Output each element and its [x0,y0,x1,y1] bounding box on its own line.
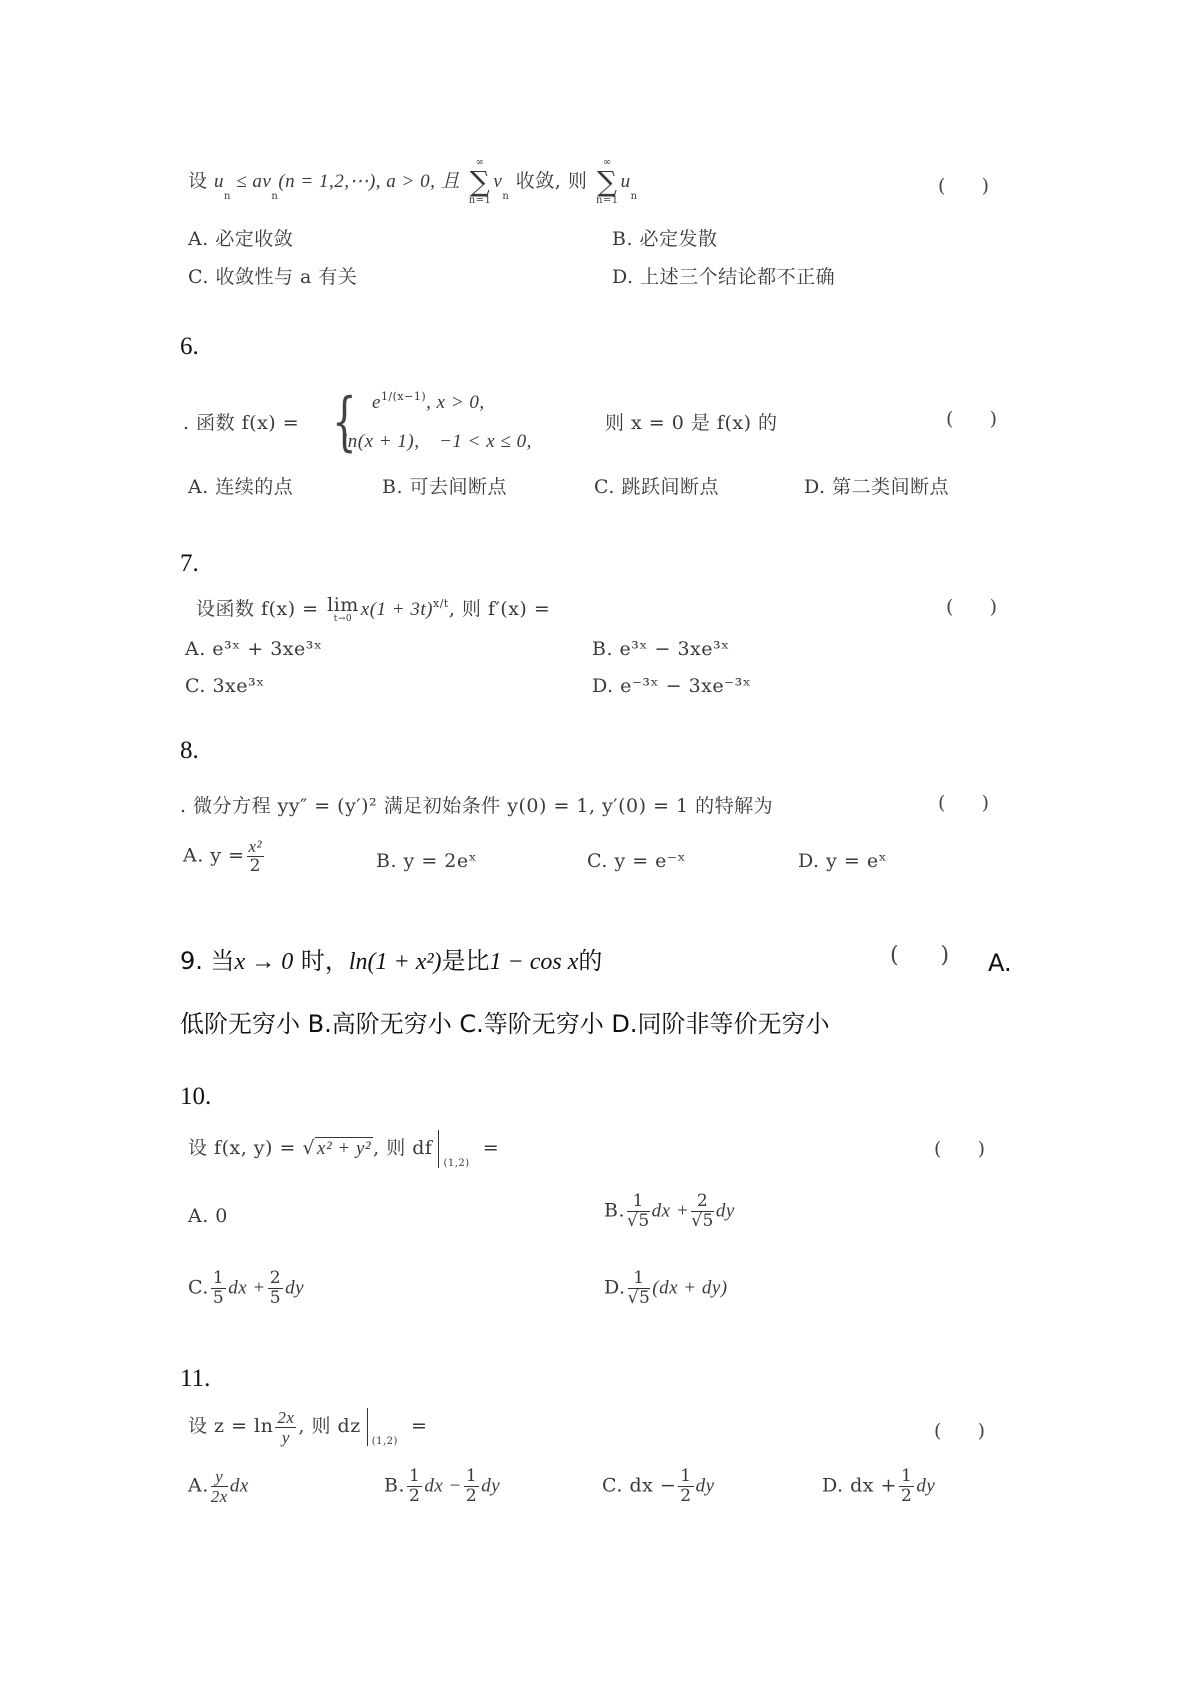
q9-trail: A. [988,949,1012,977]
q6-stem-tail: 则 x = 0 是 f(x) 的 [605,412,778,434]
q5-answer-paren: ( ) [938,175,990,197]
q11-number: 11. [180,1365,211,1392]
q8-option-c: C. y = e⁻ˣ [587,850,686,872]
q11-option-d: D. dx + $\frac{1}{2}$ dy [822,1466,936,1506]
q5-option-d: D. 上述三个结论都不正确 [612,266,836,288]
q11-stem: 设 z = ln $\frac{2x}{y}$ , 则 $dz_{(1,2)}$ = [188,1407,428,1447]
q8-option-b: B. y = 2eˣ [376,850,478,872]
q6-number: 6. [180,333,199,360]
q10-option-c: C. $\frac{1}{5}$ dx + $\frac{2}{5}$ dy [188,1268,305,1308]
q6-option-b: B. 可去间断点 [382,476,508,498]
q6-option-c: C. 跳跃间断点 [594,476,719,498]
q10-number: 10. [180,1083,212,1110]
q6-stem-label: . 函数 f(x) = [183,412,300,434]
q10-option-a: A. 0 [188,1205,228,1227]
q9-line1: 9. 当x → 0 时，ln(1 + x²)是比1 − cos x的 [180,947,603,975]
q7-option-d: D. e⁻³ˣ − 3xe⁻³ˣ [592,675,752,697]
q6-option-a: A. 连续的点 [188,476,294,498]
q7-answer-paren: ( ) [946,596,998,618]
q6-piecewise-brace: { [332,385,357,459]
q8-answer-paren: ( ) [938,792,990,814]
q5-option-c: C. 收敛性与 a 有关 [188,266,358,288]
q7-stem: 设函数 f(x) = lim t→0 $x(1 + 3t)^{x/t}$, 则 f′(x) = [196,594,551,624]
q5-sum-u: ∞ ∑ n=1 [595,157,619,206]
q5-vn-sub: n [271,191,279,202]
q6-case2: ln(x + 1), −1 < x ≤ 0, [342,431,532,452]
q10-option-d: D. $\frac{1}{√5}$ (dx + dy) [604,1268,728,1308]
q8-stem: . 微分方程 yy″ = (y′)² 满足初始条件 y(0) = 1, y′(0) = 1 的特解为 [180,795,774,817]
q6-case1: $e^{1/(x-1)}$, x > 0, [372,390,485,413]
q5-sum-v: ∞ ∑ n=1 [468,157,492,206]
q5-stem: 设 $u_n \le av_n(n$ = 1,2,⋯), a > 0, 且 ∞ ∑ n=1 $v_n$ 收敛, 则 ∞ ∑ n=1 $u_n$ [188,157,638,206]
q10-answer-paren: ( ) [934,1138,986,1160]
q11-option-a: A. $\frac{y}{2x}$ dx [188,1467,249,1506]
q8-option-a: A. y = $\frac{\text{x²}}{2}$ [183,837,263,876]
q5-option-a: A. 必定收敛 [188,228,294,250]
q10-option-b: B. $\frac{1}{√5}$ dx + $\frac{2}{√5}$ dy [604,1191,735,1231]
q9-answer-paren: ( ) [890,943,950,968]
q11-option-c: C. dx − $\frac{1}{2}$ dy [602,1466,715,1506]
q7-number: 7. [180,550,199,577]
q11-answer-paren: ( ) [934,1420,986,1442]
q7-option-a: A. e³ˣ + 3xe³ˣ [185,638,323,660]
q5-option-b: B. 必定发散 [612,228,718,250]
q8-number: 8. [180,737,199,764]
q11-option-b: B. $\frac{1}{2}$ dx − $\frac{1}{2}$ dy [384,1466,501,1506]
q7-option-c: C. 3xe³ˣ [185,675,265,697]
q6-option-d: D. 第二类间断点 [804,476,950,498]
q10-stem: 设 f(x, y) = √ x² + y² , 则 $df_{(1,2)}$ = [188,1130,499,1169]
q6-answer-paren: ( ) [946,408,998,430]
q8-option-d: D. y = eˣ [798,850,888,872]
q7-option-b: B. e³ˣ − 3xe³ˣ [592,638,730,660]
q9-options-line: 低阶无穷小 B.高阶无穷小 C.等阶无穷小 D.同阶非等价无穷小 [180,1010,830,1038]
